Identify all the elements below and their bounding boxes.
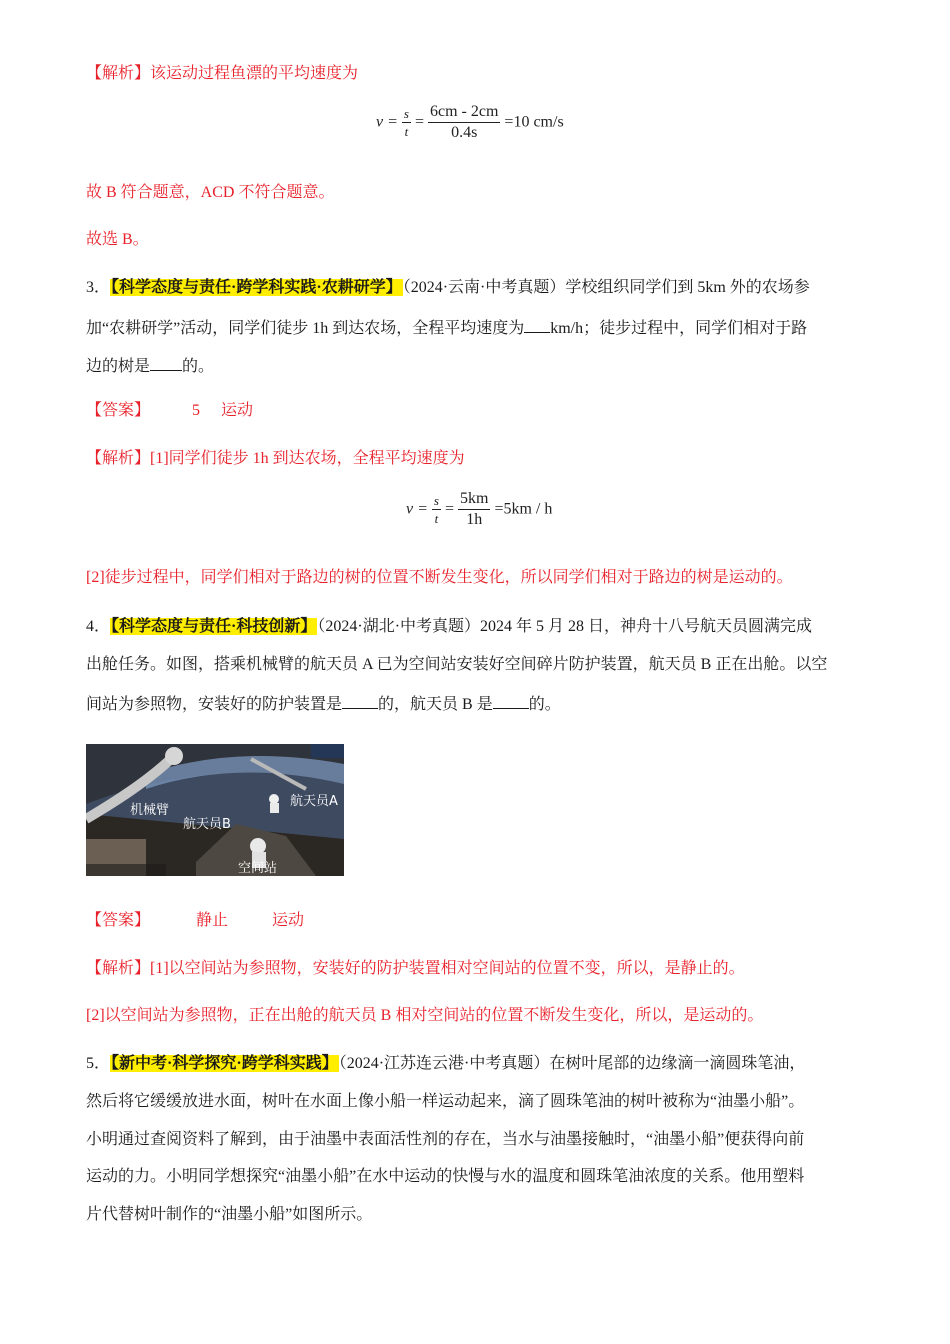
- answer-blank: [493, 694, 529, 709]
- question-5-line-2: 然后将它缓缓放进水面，树叶在水面上像小船一样运动起来，滴了圆珠笔油的树叶被称为“油墨小船”。: [86, 1093, 805, 1110]
- formula-denominator: 0.4s: [451, 124, 478, 141]
- formula-s-over-t: [402, 107, 411, 138]
- question-text: 间站为参照物，安装好的防护装置是: [86, 696, 343, 713]
- question-text: （2024·湖北·中考真题）2024 年 5 月 28 日，神舟十八号航天员圆满完成: [317, 618, 813, 635]
- question-text: 加“农耕研学”活动，同学们徒步 1h 到达农场，全程平均速度为: [86, 320, 525, 337]
- answer-blank: [342, 694, 378, 709]
- answer-tag: 【答案】: [86, 912, 151, 929]
- answer-value-2: 运动: [221, 402, 254, 419]
- formula-eq: =: [444, 500, 454, 518]
- formula-fraction: [428, 104, 500, 141]
- answer-4: [86, 913, 304, 929]
- question-text: （2024·江苏连云港·中考真题）在树叶尾部的边缘滴一滴圆珠笔油，: [338, 1055, 806, 1072]
- question-text: 边的树是: [86, 358, 151, 375]
- question-tag: 【新中考·科学探究·跨学科实践】: [111, 1055, 338, 1072]
- space-station-illustration: [86, 744, 344, 876]
- formula-lhs: v =: [376, 113, 398, 131]
- formula-s: s: [403, 106, 409, 121]
- analysis-paragraph-2: 故 B 符合题意，ACD 不符合题意。: [86, 184, 335, 201]
- analysis-tag: 【解析】: [86, 960, 151, 977]
- space-station-photo: [86, 744, 344, 876]
- analysis-4-part-2: [2]以空间站为参照物，正在出舱的航天员 B 相对空间站的位置不断发生变化，所以，是运动的。: [86, 1007, 764, 1024]
- photo-label-arm: 机械臂: [130, 803, 170, 818]
- formula-t: t: [404, 124, 409, 139]
- analysis-tag: 【解析】: [86, 65, 151, 82]
- question-4-line-1: [86, 619, 812, 635]
- analysis-text: [1]以空间站为参照物，安装好的防护装置相对空间站的位置不变，所以，是静止的。: [150, 960, 745, 977]
- photo-label-astronaut-b: 航天员B: [183, 817, 231, 832]
- question-tag: 【科学态度与责任·跨学科实践·农耕研学】: [111, 279, 402, 296]
- question-5-line-3: 小明通过查阅资料了解到，由于油墨中表面活性剂的存在，当水与油墨接触时，“油墨小船”便获得向前: [86, 1131, 805, 1148]
- formula-numerator: 5km: [460, 490, 489, 507]
- question-text: （2024·云南·中考真题）学校组织同学们到 5km 外的农场参: [402, 279, 810, 296]
- question-3-line-1: [86, 280, 810, 296]
- formula-s-over-t: [432, 494, 441, 525]
- question-tag: 【科学态度与责任·科技创新】: [111, 618, 317, 635]
- answer-value-2: 运动: [272, 912, 305, 929]
- analysis-text: [1]同学们徒步 1h 到达农场，全程平均速度为: [150, 450, 465, 467]
- formula-s: s: [433, 493, 439, 508]
- question-text: 的。: [182, 358, 215, 375]
- formula-t: t: [434, 511, 439, 526]
- question-3-line-2: [86, 318, 807, 337]
- question-number: 5．: [86, 1055, 111, 1072]
- formula-denominator: 1h: [466, 511, 483, 528]
- analysis-4: [86, 961, 745, 977]
- formula-eq: =: [414, 113, 424, 131]
- formula-numerator: 6cm - 2cm: [430, 103, 499, 120]
- answer-tag: 【答案】: [86, 402, 151, 419]
- formula-result: =10 cm/s: [504, 113, 564, 131]
- formula-lhs: v =: [406, 500, 428, 518]
- formula-speed-1: [376, 104, 564, 141]
- question-number: 4．: [86, 618, 111, 635]
- question-4-line-2: 出舱任务。如图，搭乘机械臂的航天员 A 已为空间站安装好空间碎片防护装置，航天员 B 正在出舱。以空: [86, 656, 828, 673]
- question-3-line-3: [86, 356, 214, 375]
- analysis-3: [86, 451, 465, 467]
- answer-3: [86, 403, 253, 419]
- answer-blank: [524, 318, 550, 333]
- question-number: 3．: [86, 279, 111, 296]
- photo-label-astronaut-a: 航天员A: [290, 794, 338, 809]
- question-text: 的。: [528, 696, 561, 713]
- analysis-paragraph-3: 故选 B。: [86, 231, 149, 248]
- question-5-line-1: [86, 1056, 805, 1072]
- analysis-paragraph-1: [86, 66, 358, 82]
- formula-speed-2: [406, 491, 552, 528]
- question-text: 的，航天员 B 是: [378, 696, 493, 713]
- answer-value-1: 静止: [196, 912, 229, 929]
- photo-label-station: 空间站: [238, 861, 278, 876]
- analysis-tag: 【解析】: [86, 450, 151, 467]
- answer-value-1: 5: [192, 402, 201, 419]
- analysis-text: 该运动过程鱼漂的平均速度为: [150, 65, 359, 82]
- formula-fraction: [458, 491, 490, 528]
- question-4-line-3: [86, 694, 561, 713]
- question-5-line-4: 运动的力。小明同学想探究“油墨小船”在水中运动的快慢与水的温度和圆珠笔油浓度的关系。他用塑料: [86, 1168, 805, 1185]
- answer-blank: [150, 356, 182, 371]
- formula-result: =5km / h: [494, 500, 553, 518]
- question-text: km/h；徒步过程中，同学们相对于路: [550, 320, 808, 337]
- question-5-line-5: 片代替树叶制作的“油墨小船”如图所示。: [86, 1206, 373, 1223]
- analysis-3-part-2: [2]徒步过程中，同学们相对于路边的树的位置不断发生变化，所以同学们相对于路边的树是运动的。: [86, 569, 793, 586]
